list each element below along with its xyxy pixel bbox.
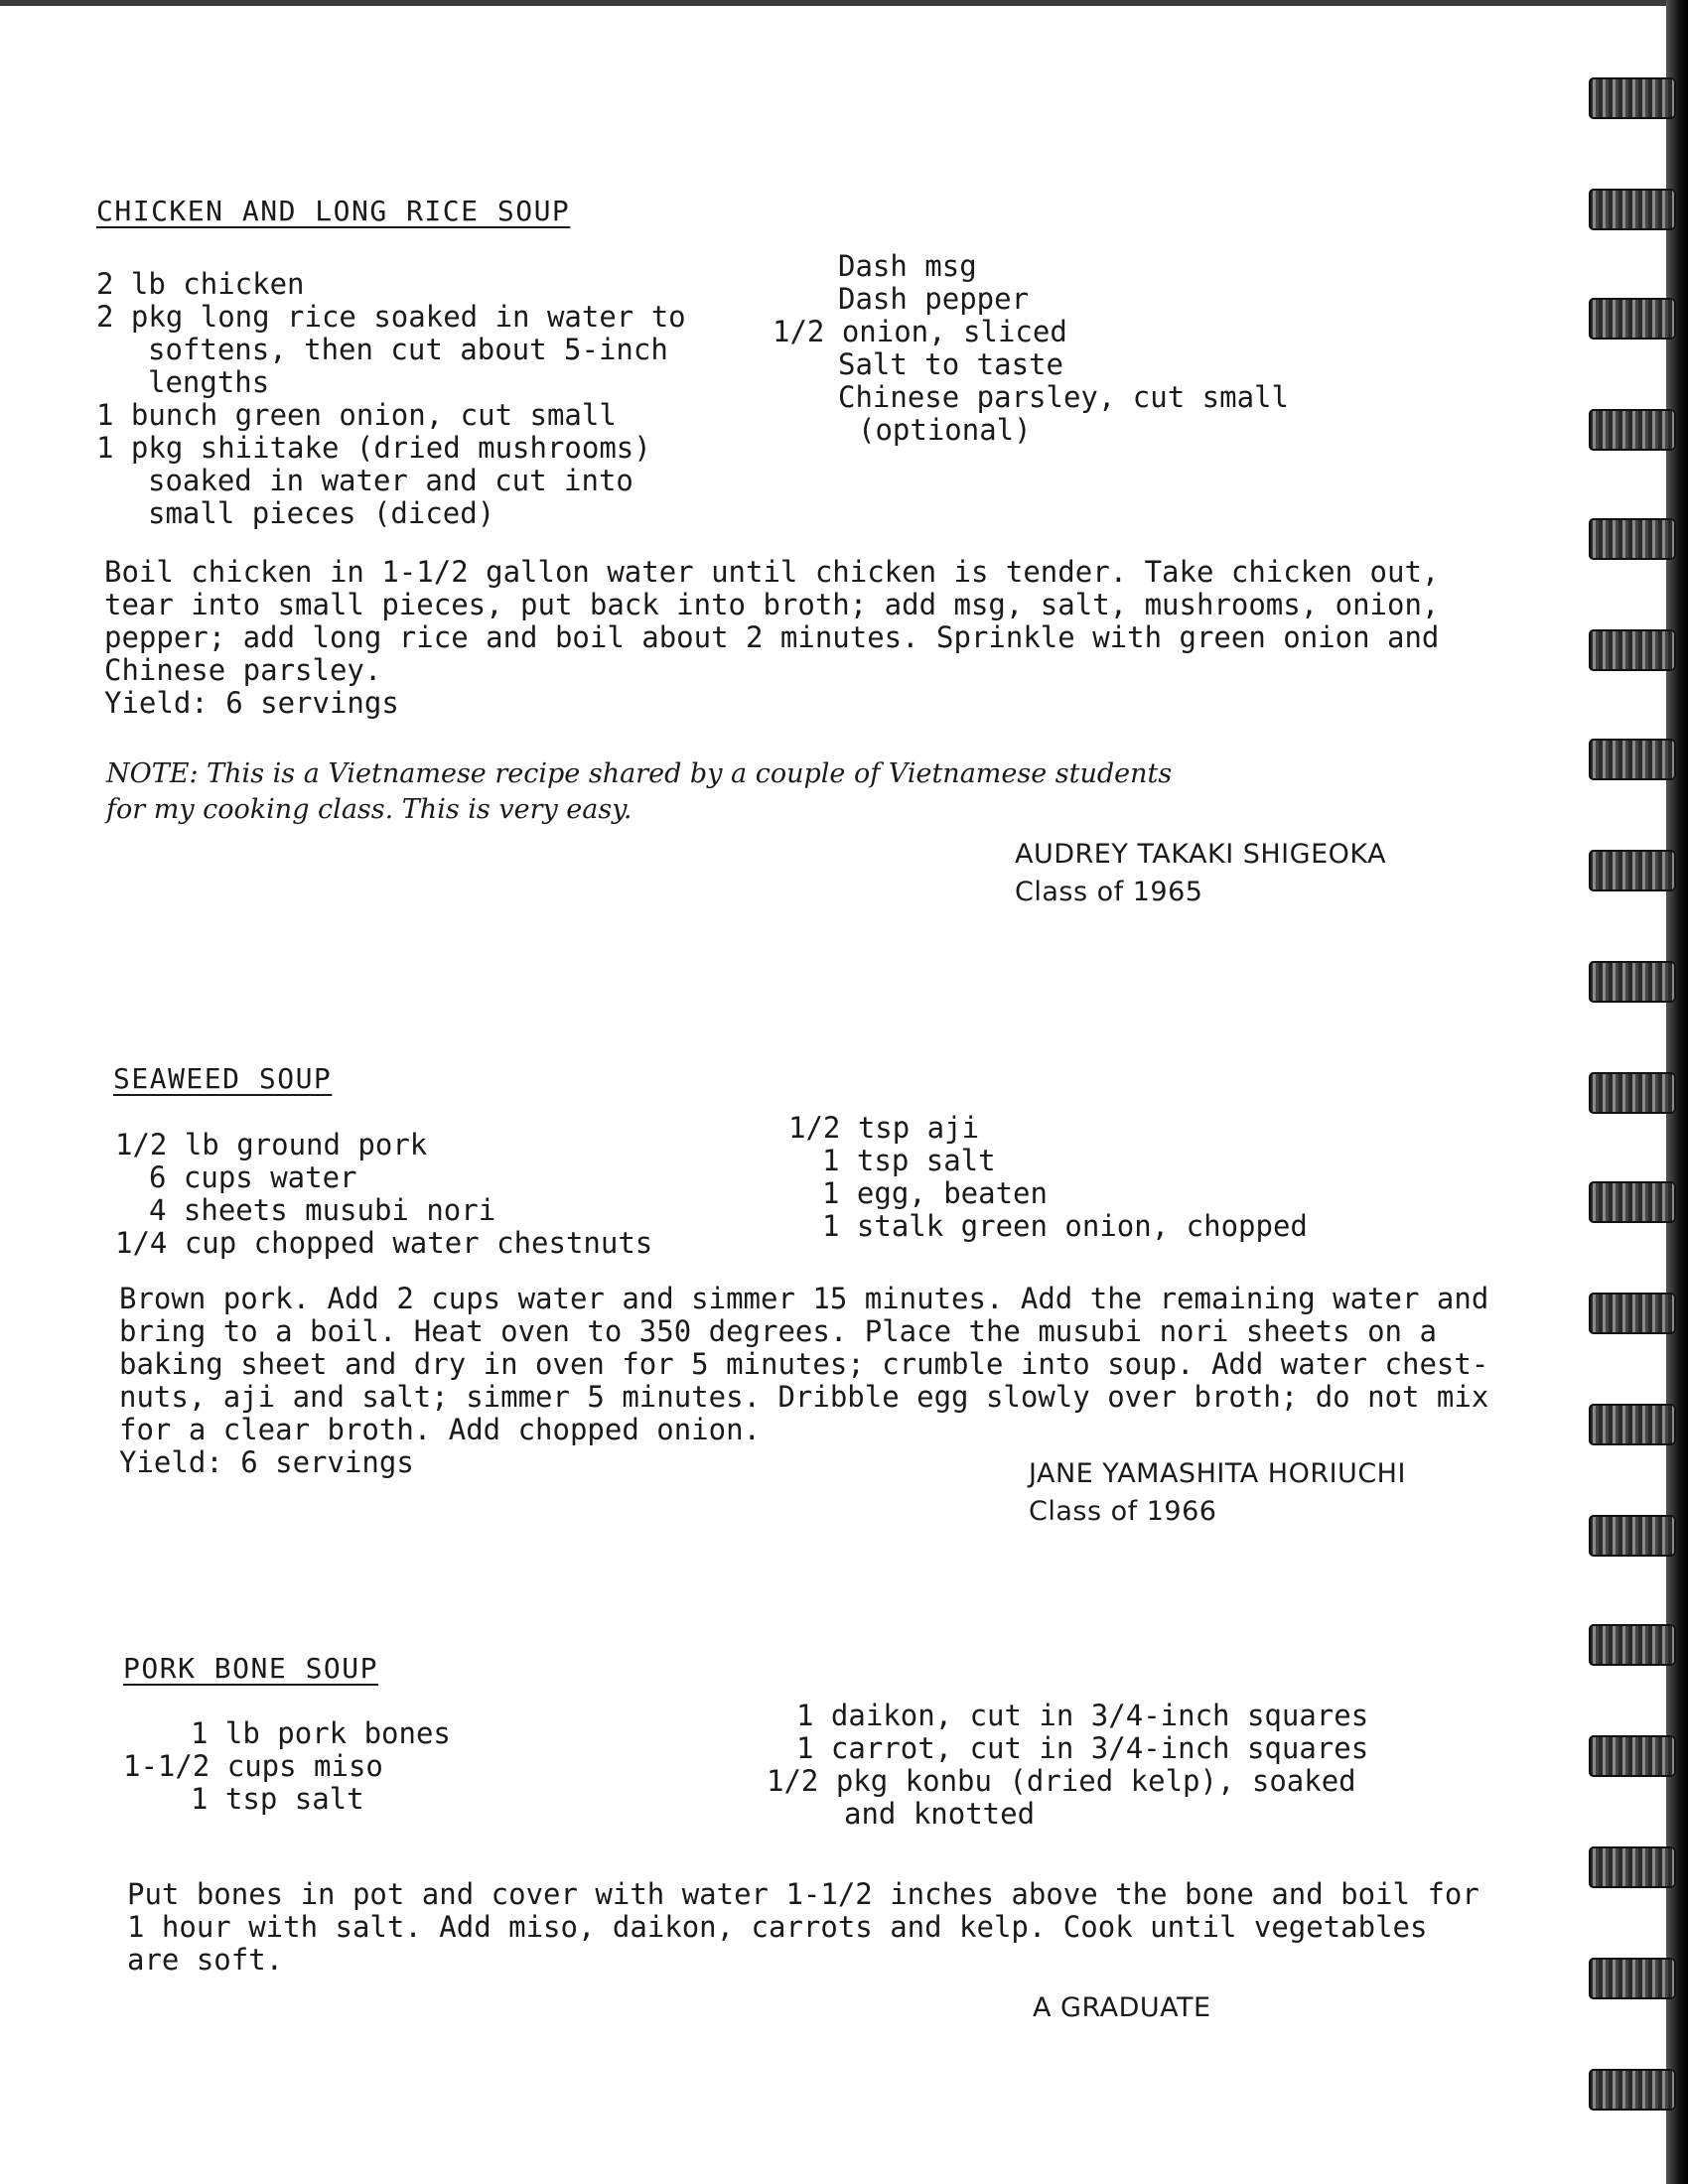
instruction-line: are soft. [127,1943,284,1977]
ingredient: 1 pkg shiitake (dried mushrooms) [96,431,651,465]
binding-ring [1589,1624,1676,1666]
ingredient: 1 egg, beaten [822,1176,1048,1210]
contributor [1015,836,1386,911]
binding-ring [1589,961,1676,1003]
ingredient: Chinese parsley, cut small [838,380,1289,414]
ingredient-list-right [788,1112,1308,1243]
yield: Yield: 6 servings [119,1445,414,1479]
recipe-note [106,756,1172,828]
instruction-line: Chinese parsley. [104,653,382,687]
ingredient: 6 cups water [149,1160,357,1194]
binding-ring [1589,1846,1676,1888]
ingredient: lengths [148,365,270,399]
ingredient-list-left [96,268,686,530]
instruction-line: baking sheet and dry in oven for 5 minutes; crumble into soup. Add water chest- [119,1347,1489,1381]
binding-ring [1589,409,1676,451]
instruction-line: Put bones in pot and cover with water 1-1/2 inches above the bone and boil for [127,1877,1479,1911]
ingredient-list-left [115,1129,652,1260]
instruction-line: tear into small pieces, put back into broth; add msg, salt, mushrooms, onion, [104,588,1440,621]
instruction-line: Boil chicken in 1-1/2 gallon water until chicken is tender. Take chicken out, [104,555,1440,589]
ingredient-list-left [123,1717,451,1816]
ingredient: 1 tsp salt [191,1782,364,1816]
instruction-line: for a clear broth. Add chopped onion. [119,1413,762,1446]
binding-ring [1589,1515,1676,1557]
ingredient: 1 carrot, cut in 3/4-inch squares [796,1731,1369,1765]
instruction-line: Brown pork. Add 2 cups water and simmer 15 minutes. Add the remaining water and [119,1282,1489,1315]
yield: Yield: 6 servings [104,686,399,720]
ingredient: softens, then cut about 5-inch [148,333,668,366]
contributor-name: AUDREY TAKAKI SHIGEOKA [1015,839,1387,870]
page-top-edge [0,0,1688,6]
binding-ring [1589,1181,1676,1223]
contributor-class: Class of 1965 [1015,877,1203,907]
note-line: NOTE: This is a Vietnamese recipe shared by a couple of Vietnamese students [106,758,1173,789]
instructions [127,1878,1479,1977]
ingredient: and knotted [844,1797,1036,1831]
spiral-binding [1579,0,1688,2184]
ingredient: soaked in water and cut into [148,464,633,497]
contributor-class: Class of 1966 [1029,1496,1217,1527]
ingredient: 1/2 pkg konbu (dried kelp), soaked [767,1764,1356,1798]
instructions [119,1283,1488,1479]
ingredient: 1-1/2 cups miso [123,1749,383,1783]
binding-ring [1589,850,1676,891]
ingredient: 2 pkg long rice soaked in water to [96,300,686,334]
ingredient: Salt to taste [838,347,1063,381]
binding-ring [1589,1404,1676,1445]
ingredient: 1 lb pork bones [191,1716,451,1750]
binding-ring [1589,1072,1676,1114]
ingredient-list-right [773,250,1289,447]
ingredient: 1/4 cup chopped water chestnuts [115,1226,653,1260]
ingredient: (optional) [858,413,1032,447]
binding-ring [1589,2069,1676,2111]
ingredient: 1 tsp salt [822,1144,996,1177]
ingredient: 1/2 tsp aji [788,1111,980,1145]
contributor [1033,1989,1211,2027]
ingredient: small pieces (diced) [148,496,495,530]
instruction-line: bring to a boil. Heat oven to 350 degrees. Place the musubi nori sheets on a [119,1314,1437,1348]
recipe-title: SEAWEED SOUP [113,1062,333,1095]
ingredient: Dash pepper [838,282,1030,316]
binding-ring [1589,629,1676,671]
binding-ring [1589,298,1676,340]
instruction-line: pepper; add long rice and boil about 2 minutes. Sprinkle with green onion and [104,620,1440,654]
binding-ring [1589,1735,1676,1777]
contributor-name: JANE YAMASHITA HORIUCHI [1029,1458,1406,1489]
contributor-name: A GRADUATE [1033,1992,1211,2023]
ingredient: 4 sheets musubi nori [149,1193,496,1227]
instruction-line: nuts, aji and salt; simmer 5 minutes. Dribble egg slowly over broth; do not mix [119,1380,1489,1414]
ingredient: 1 stalk green onion, chopped [822,1209,1308,1243]
ingredient-list-right [767,1700,1368,1831]
binding-ring [1589,1293,1676,1334]
note-line: for my cooking class. This is very easy. [106,794,633,825]
ingredient: 1 bunch green onion, cut small [96,398,617,432]
binding-ring [1589,189,1676,230]
contributor [1029,1455,1406,1531]
ingredient: 2 lb chicken [96,267,305,301]
binding-ring [1589,739,1676,780]
binding-ring [1589,77,1676,119]
instructions [104,556,1439,720]
ingredient: 1/2 lb ground pork [115,1128,428,1161]
ingredient: 1 daikon, cut in 3/4-inch squares [796,1699,1369,1732]
ingredient: Dash msg [838,249,977,283]
instruction-line: 1 hour with salt. Add miso, daikon, carrots and kelp. Cook until vegetables [127,1910,1428,1944]
recipe-title: PORK BONE SOUP [123,1652,379,1685]
recipe-title: CHICKEN AND LONG RICE SOUP [96,195,571,227]
ingredient: 1/2 onion, sliced [773,315,1067,348]
binding-ring [1589,518,1676,560]
binding-ring [1589,1958,1676,1999]
